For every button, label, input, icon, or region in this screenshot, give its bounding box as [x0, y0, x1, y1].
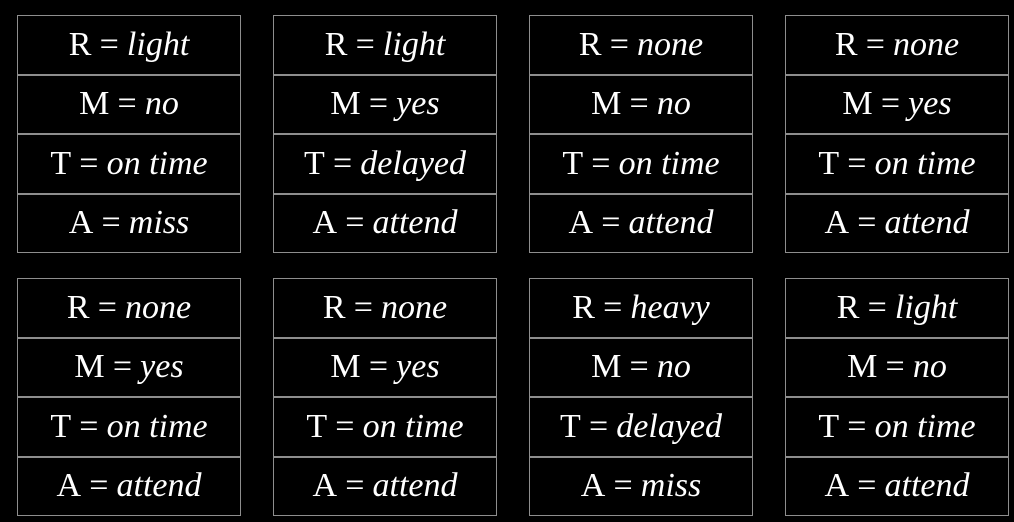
variable-letter: T [560, 407, 581, 445]
variable-value: light [382, 25, 446, 63]
variable-letter: R [68, 25, 92, 63]
variable-letter: A [56, 467, 82, 505]
variable-letter: A [580, 467, 606, 505]
sample-card-1 [17, 15, 241, 253]
variable-value: heavy [630, 288, 710, 326]
equals-sign: = [885, 348, 905, 386]
variable-value: on time [874, 407, 976, 445]
assignment-row [18, 337, 240, 397]
assignment-row [786, 16, 1008, 74]
equals-sign: = [591, 144, 611, 182]
variable-value: delayed [616, 407, 722, 445]
variable-value: light [126, 25, 190, 63]
sample-card-8 [785, 278, 1009, 516]
variable-letter: T [818, 144, 840, 182]
assignment-row [530, 279, 752, 337]
variable-value: yes [396, 85, 440, 123]
equals-sign: = [857, 467, 877, 505]
variable-value: no [144, 85, 179, 123]
assignment-row [786, 133, 1008, 193]
variable-value: attend [116, 467, 202, 505]
variable-letter: A [68, 204, 94, 242]
sample-card-6 [273, 278, 497, 516]
variable-letter: M [591, 85, 622, 123]
variable-letter: M [847, 348, 878, 386]
variable-value: none [637, 25, 704, 63]
assignment-row [786, 74, 1008, 134]
assignment-row [18, 456, 240, 516]
variable-value: on time [874, 144, 976, 182]
variable-value: attend [628, 204, 714, 242]
variable-letter: A [312, 204, 338, 242]
equals-sign: = [101, 204, 121, 242]
variable-letter: A [824, 204, 850, 242]
variable-letter: R [834, 25, 858, 63]
variable-value: yes [396, 348, 440, 386]
assignment-row [786, 396, 1008, 456]
equals-sign: = [603, 288, 623, 326]
equals-sign: = [629, 348, 649, 386]
variable-value: attend [372, 204, 458, 242]
equals-sign: = [588, 407, 609, 445]
variable-letter: M [842, 85, 873, 123]
assignment-row [274, 74, 496, 134]
equals-sign: = [857, 204, 877, 242]
equals-sign: = [847, 407, 867, 445]
equals-sign: = [865, 25, 885, 63]
variable-value: on time [618, 144, 720, 182]
sample-card-3 [529, 15, 753, 253]
equals-sign: = [613, 467, 633, 505]
equals-sign: = [99, 25, 119, 63]
variable-letter: R [66, 288, 90, 326]
variable-letter: R [324, 25, 348, 63]
variable-value: on time [106, 144, 208, 182]
equals-sign: = [345, 467, 365, 505]
sample-card-7 [529, 278, 753, 516]
variable-letter: R [836, 288, 860, 326]
assignment-row [274, 279, 496, 337]
equals-sign: = [847, 144, 867, 182]
equals-sign: = [335, 407, 355, 445]
assignment-row [786, 193, 1008, 253]
variable-value: miss [128, 204, 190, 242]
variable-value: none [125, 288, 192, 326]
variable-letter: T [818, 407, 840, 445]
assignment-row [18, 16, 240, 74]
assignment-row [274, 16, 496, 74]
assignment-row [274, 133, 496, 193]
variable-letter: R [578, 25, 602, 63]
variable-letter: A [312, 467, 338, 505]
sample-card-4 [785, 15, 1009, 253]
variable-value: on time [362, 407, 464, 445]
variable-value: no [656, 85, 691, 123]
samples-grid [17, 15, 1009, 516]
variable-value: attend [372, 467, 458, 505]
variable-value: yes [140, 348, 184, 386]
assignment-row [274, 193, 496, 253]
assignment-row [274, 456, 496, 516]
assignment-row [530, 133, 752, 193]
assignment-row [530, 337, 752, 397]
assignment-row [786, 279, 1008, 337]
variable-letter: T [50, 144, 72, 182]
assignment-row [18, 193, 240, 253]
variable-letter: M [330, 348, 361, 386]
equals-sign: = [345, 204, 365, 242]
assignment-row [274, 396, 496, 456]
variable-letter: A [568, 204, 594, 242]
assignment-row [786, 337, 1008, 397]
variable-value: miss [640, 467, 702, 505]
equals-sign: = [601, 204, 621, 242]
sample-card-5 [17, 278, 241, 516]
assignment-row [786, 456, 1008, 516]
equals-sign: = [629, 85, 649, 123]
equals-sign: = [97, 288, 117, 326]
assignment-row [530, 396, 752, 456]
variable-value: on time [106, 407, 208, 445]
variable-value: no [912, 348, 947, 386]
assignment-row [18, 396, 240, 456]
variable-letter: M [74, 348, 105, 386]
variable-value: attend [884, 467, 970, 505]
equals-sign: = [79, 144, 99, 182]
variable-letter: A [824, 467, 850, 505]
equals-sign: = [353, 288, 373, 326]
assignment-row [18, 279, 240, 337]
assignment-row [530, 74, 752, 134]
variable-value: light [894, 288, 958, 326]
assignment-row [18, 74, 240, 134]
variable-value: yes [908, 85, 952, 123]
assignment-row [530, 16, 752, 74]
variable-letter: T [50, 407, 72, 445]
equals-sign: = [112, 348, 132, 386]
equals-sign: = [117, 85, 137, 123]
variable-letter: M [591, 348, 622, 386]
equals-sign: = [79, 407, 99, 445]
variable-letter: T [304, 144, 325, 182]
variable-letter: T [306, 407, 328, 445]
variable-value: none [893, 25, 960, 63]
variable-letter: R [572, 288, 595, 326]
equals-sign: = [609, 25, 629, 63]
equals-sign: = [880, 85, 900, 123]
variable-letter: T [562, 144, 584, 182]
sample-card-2 [273, 15, 497, 253]
assignment-row [530, 193, 752, 253]
variable-letter: R [322, 288, 346, 326]
equals-sign: = [355, 25, 375, 63]
assignment-row [530, 456, 752, 516]
equals-sign: = [89, 467, 109, 505]
variable-value: delayed [360, 144, 466, 182]
variable-value: none [381, 288, 448, 326]
variable-letter: M [330, 85, 361, 123]
equals-sign: = [332, 144, 353, 182]
assignment-row [274, 337, 496, 397]
variable-value: no [656, 348, 691, 386]
variable-letter: M [79, 85, 110, 123]
assignment-row [18, 133, 240, 193]
equals-sign: = [368, 85, 388, 123]
variable-value: attend [884, 204, 970, 242]
equals-sign: = [867, 288, 887, 326]
equals-sign: = [368, 348, 388, 386]
